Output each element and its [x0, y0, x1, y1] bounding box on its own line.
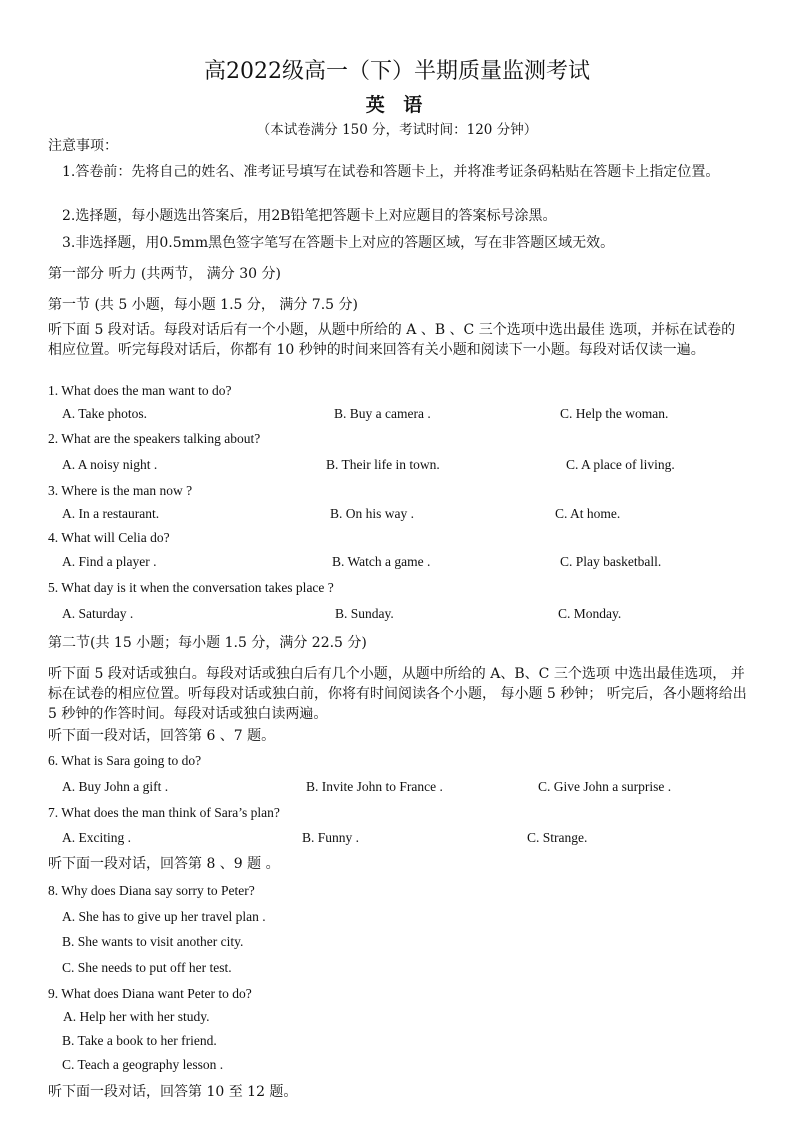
question-6-stem: 6. What is Sara going to do? [48, 753, 202, 768]
question-8-option-c: C. She needs to put off her test. [62, 960, 232, 975]
question-5-option-a: A. Saturday . [62, 606, 134, 621]
notice-item-1: 1.答卷前：先将自己的姓名、准考证号填写在试卷和答题卡上，并将准考证条码粘贴在答题卡上指定位置。 [62, 164, 720, 180]
question-8-stem: 8. Why does Diana say sorry to Peter? [48, 883, 255, 898]
section1-heading: 第一节 (共 5 小题，每小题 1.5 分， 满分 7.5 分) [48, 297, 358, 313]
question-7-option-c: C. Strange. [527, 830, 588, 845]
question-5-stem: 5. What day is it when the conversation takes place ? [48, 580, 334, 595]
question-3-option-a: A. In a restaurant. [62, 506, 160, 521]
question-2-option-a: A. A noisy night . [62, 457, 158, 472]
question-3-option-b: B. On his way . [330, 506, 414, 521]
subject-heading: 英 语 [365, 94, 429, 116]
question-1-stem: 1. What does the man want to do? [48, 383, 232, 398]
question-1-option-c: C. Help the woman. [560, 406, 669, 421]
question-9-option-a: A. Help her with her study. [63, 1009, 210, 1024]
question-1-option-b: B. Buy a camera . [334, 406, 431, 421]
question-4-option-b: B. Watch a game . [332, 554, 431, 569]
section2-instructions: 听下面 5 段对话或独白。每段对话或独白后有几个小题，从题中所给的 A、B、C 三个选项 中选出最佳选项， 并标在试卷的相应位置。听每段对话或独白前，你将有时间阅读各个小题， 每小题 5 秒钟； 听完后，各小题将给出5 秒钟的作答时间。每段对话或独白读两遍。 [48, 666, 747, 722]
question-7-option-b: B. Funny . [302, 830, 360, 845]
question-7-stem: 7. What does the man think of Sara’s plan? [48, 805, 280, 820]
section2-heading: 第二节(共 15 小题；每小题 1.5 分，满分 22.5 分) [48, 635, 367, 651]
question-2-option-c: C. A place of living. [566, 457, 675, 472]
question-7-option-a: A. Exciting . [62, 830, 131, 845]
section1-instructions: 听下面 5 段对话。每段对话后有一个小题，从题中所给的 A 、B 、C 三个选项中选出最佳 选项，并标在试卷的相应位置。听完每段对话后，你都有 10 秒钟的时间来回答有关小题和阅读下一小题。每段对话仅读一遍。 [48, 322, 736, 358]
question-6-option-b: B. Invite John to France . [306, 779, 443, 794]
question-9-option-c: C. Teach a geography lesson . [62, 1057, 224, 1072]
group-10-12-intro: 听下面一段对话，回答第 10 至 12 题。 [48, 1084, 298, 1100]
question-9-stem: 9. What does Diana want Peter to do? [48, 986, 252, 1001]
question-6-option-c: C. Give John a surprise . [538, 779, 672, 794]
notice-item-2: 2.选择题，每小题选出答案后，用2B铅笔把答题卡上对应题目的答案标号涂黑。 [62, 208, 557, 224]
group-8-9-intro: 听下面一段对话，回答第 8 、9 题 。 [48, 856, 280, 872]
question-9-option-b: B. Take a book to her friend. [62, 1033, 217, 1048]
question-8-option-b: B. She wants to visit another city. [62, 934, 244, 949]
question-5-option-b: B. Sunday. [335, 606, 394, 621]
question-3-stem: 3. Where is the man now ? [48, 483, 193, 498]
question-3-option-c: C. At home. [555, 506, 621, 521]
question-1-option-a: A. Take photos. [62, 406, 148, 421]
question-2-stem: 2. What are the speakers talking about? [48, 431, 261, 446]
question-2-option-b: B. Their life in town. [326, 457, 440, 472]
question-5-option-c: C. Monday. [558, 606, 622, 621]
question-4-stem: 4. What will Celia do? [48, 530, 170, 545]
part1-heading: 第一部分 听力 (共两节， 满分 30 分) [48, 266, 281, 282]
question-6-option-a: A. Buy John a gift . [62, 779, 169, 794]
question-8-option-a: A. She has to give up her travel plan . [62, 909, 266, 924]
time-info: （本试卷满分 150 分，考试时间：120 分钟） [256, 122, 538, 138]
notice-heading: 注意事项： [48, 138, 118, 154]
group-6-7-intro: 听下面一段对话，回答第 6 、7 题。 [48, 728, 276, 744]
question-4-option-a: A. Find a player . [62, 554, 157, 569]
exam-title: 高2022级高一（下）半期质量监测考试 [204, 59, 590, 84]
notice-item-3: 3.非选择题，用0.5mm黑色签字笔写在答题卡上对应的答题区域，写在非答题区域无效。 [62, 235, 615, 251]
question-4-option-c: C. Play basketball. [560, 554, 662, 569]
